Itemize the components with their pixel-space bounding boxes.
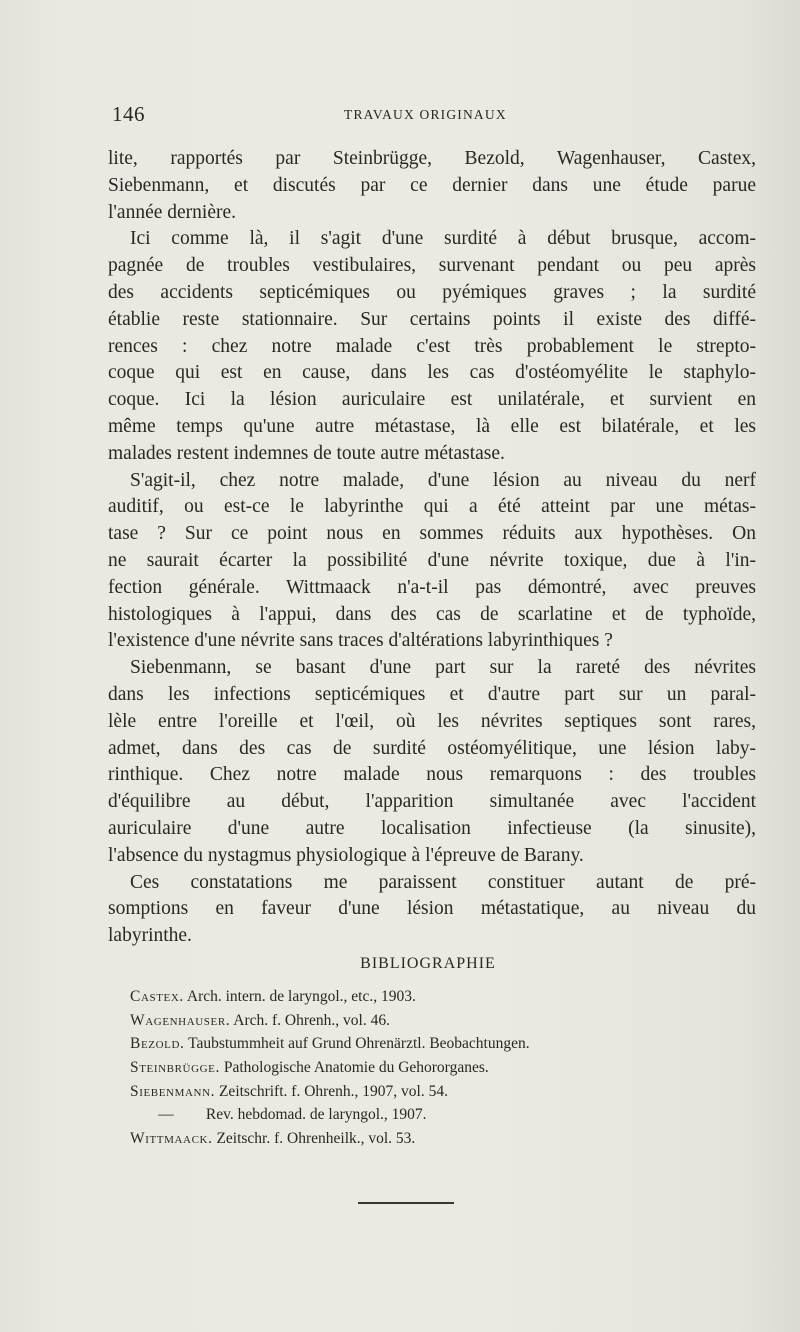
text-line: somptions en faveur d'une lésion métastatique, au niveau du	[108, 898, 756, 920]
text-line: tase ? Sur ce point nous en sommes réduits aux hypothèses. On	[108, 523, 756, 545]
ref-author: Siebenmann.	[130, 1082, 216, 1100]
bibliography-entry	[130, 1080, 730, 1104]
text-line: des accidents septicémiques ou pyémiques graves ; la surdité	[108, 281, 756, 303]
text-line: Siebenmann, se basant d'une part sur la rareté des névrites	[130, 657, 756, 679]
text-line: d'équilibre au début, l'apparition simultanée avec l'accident	[108, 791, 756, 813]
text-line: rences : chez notre malade c'est très probablement le strepto-	[108, 335, 756, 357]
text-line: Ces constatations me paraissent constituer autant de pré-	[130, 871, 756, 893]
text-line: histologiques à l'appui, dans des cas de scarlatine et de typhoïde,	[108, 603, 756, 625]
text-line: même temps qu'une autre métastase, là elle est bilatérale, et les	[108, 415, 756, 437]
page-number: 146	[112, 102, 145, 126]
text-line: établie reste stationnaire. Sur certains points il existe des diffé-	[108, 308, 756, 330]
text-line: pagnée de troubles vestibulaires, survenant pendant ou peu après	[108, 255, 756, 277]
ref-source: Arch. f. Ohrenh., vol. 46.	[230, 1011, 390, 1029]
ref-author: Bezold.	[130, 1035, 185, 1053]
text-line: ne saurait écarter la possibilité d'une névrite toxique, due à l'in-	[108, 549, 756, 571]
bibliography-entry	[130, 1032, 730, 1056]
text-line: rinthique. Chez notre malade nous remarquons : des troubles	[108, 764, 756, 786]
ref-author: Wagenhauser.	[130, 1011, 231, 1029]
end-rule	[358, 1202, 454, 1204]
text-line: admet, dans des cas de surdité ostéomyélitique, une lésion laby-	[108, 737, 756, 759]
text-line: l'existence d'une névrite sans traces d'altérations labyrinthiques ?	[108, 630, 613, 652]
text-line: lèle entre l'oreille et l'œil, où les névrites septiques sont rares,	[108, 710, 756, 732]
ref-source: Pathologische Anatomie du Gehororganes.	[219, 1059, 489, 1077]
ref-author: Steinbrügge.	[130, 1059, 220, 1077]
bibliography-title-text: BIBLIOGRAPHIE	[360, 955, 496, 972]
text-line: l'année dernière.	[108, 201, 237, 223]
bibliography-list	[130, 985, 730, 1151]
ref-ditto-dash: —	[158, 1106, 174, 1124]
bibliography-entry	[130, 985, 730, 1009]
text-line: labyrinthe.	[108, 925, 192, 947]
bibliography-entry	[130, 1056, 730, 1080]
text-line: lite, rapportés par Steinbrügge, Bezold, Wagenhauser, Castex,	[108, 148, 756, 169]
text-line: coque qui est en cause, dans les cas d'ostéomyélite le staphylo-	[108, 362, 756, 384]
text-line: auditif, ou est-ce le labyrinthe qui a été atteint par une métas-	[108, 496, 756, 518]
ref-source: Arch. intern. de laryngol., etc., 1903.	[183, 988, 416, 1005]
ref-source: Zeitschrift. f. Ohrenh., 1907, vol. 54.	[215, 1082, 448, 1100]
page-header	[112, 102, 752, 132]
body-text	[108, 146, 756, 950]
running-head: TRAVAUX ORIGINAUX	[344, 107, 507, 122]
ref-source: Taubstummheit auf Grund Ohrenärztl. Beobachtungen.	[184, 1035, 530, 1053]
bibliography-entry	[130, 1103, 730, 1127]
text-line: auriculaire d'une autre localisation infectieuse (la sinusite),	[108, 817, 756, 839]
ref-author: Castex.	[130, 988, 184, 1005]
ref-source: Rev. hebdomad. de laryngol., 1907.	[202, 1106, 427, 1124]
text-line: Ici comme là, il s'agit d'une surdité à début brusque, accom-	[130, 228, 756, 250]
text-line: fection générale. Wittmaack n'a-t-il pas démontré, avec preuves	[108, 576, 756, 598]
text-line: coque. Ici la lésion auriculaire est unilatérale, et survient en	[108, 389, 756, 411]
text-line: l'absence du nystagmus physiologique à l'épreuve de Barany.	[108, 844, 584, 866]
text-line: Siebenmann, et discutés par ce dernier dans une étude parue	[108, 174, 756, 196]
bibliography-entry	[130, 1127, 730, 1151]
text-line: malades restent indemnes de toute autre métastase.	[108, 442, 505, 464]
bibliography-entry	[130, 1009, 730, 1033]
bibliography-title	[0, 955, 800, 973]
text-line: dans les infections septicémiques et d'autre part sur un paral-	[108, 683, 756, 705]
ref-source: Zeitschr. f. Ohrenheilk., vol. 53.	[212, 1130, 416, 1148]
text-line: S'agit-il, chez notre malade, d'une lésion au niveau du nerf	[130, 469, 756, 491]
ref-author: Wittmaack.	[130, 1130, 213, 1148]
